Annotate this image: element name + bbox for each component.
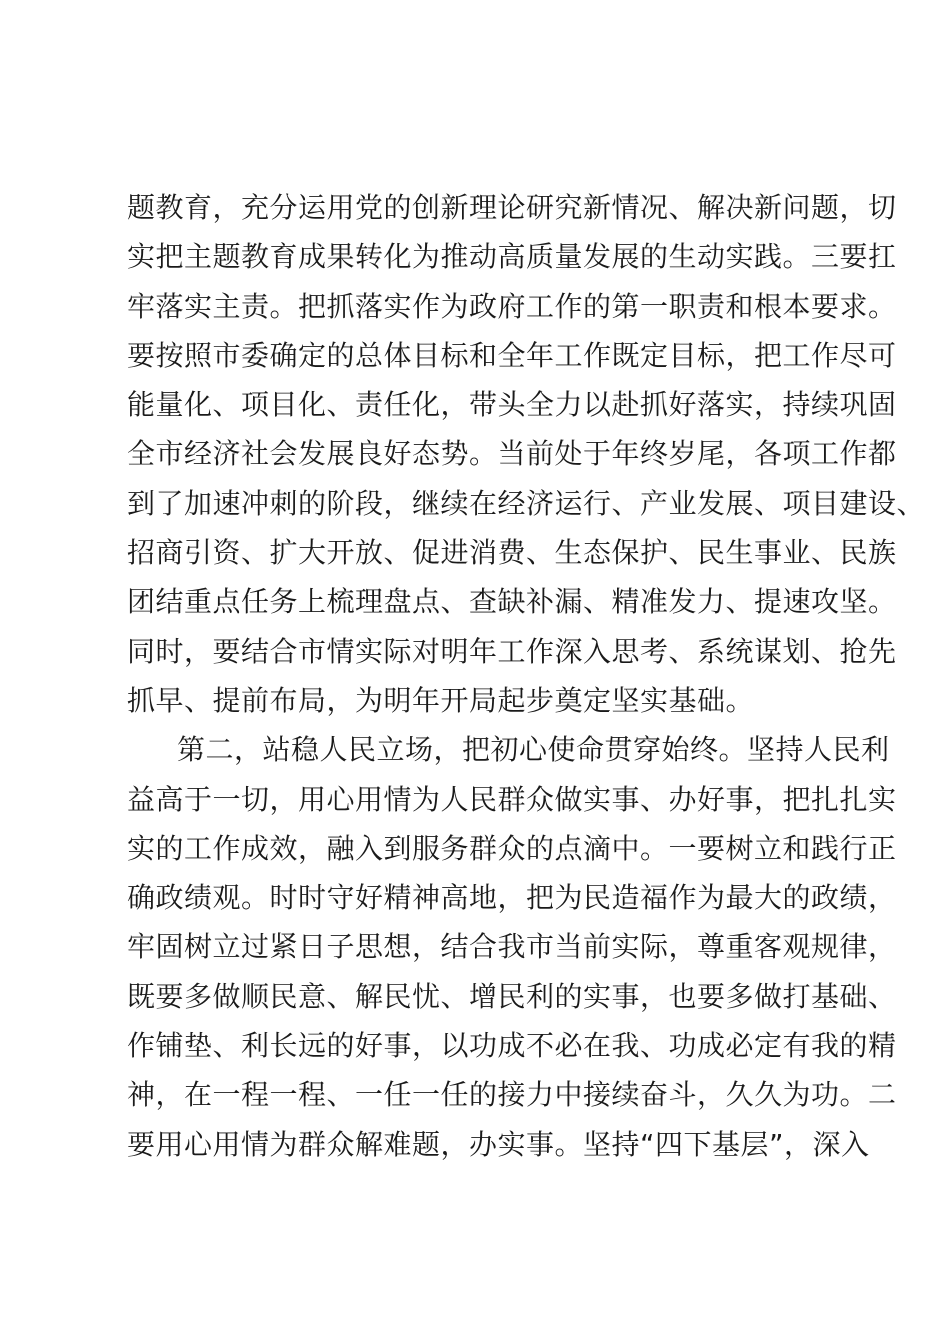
text-line: 实把主题教育成果转化为推动高质量发展的生动实践。三要扛 [127, 240, 897, 274]
text-line: 到了加速冲刺的阶段，继续在经济运行、产业发展、项目建设、 [127, 486, 926, 520]
text-line: 实的工作成效，融入到服务群众的点滴中。一要树立和践行正 [127, 831, 897, 865]
text-line: 牢固树立过紧日子思想，结合我市当前实际，尊重客观规律， [127, 930, 897, 964]
text-line: 牢落实主责。把抓落实作为政府工作的第一职责和根本要求。 [127, 289, 897, 323]
body-text [127, 183, 926, 1169]
text-line: 益高于一切，用心用情为人民群众做实事、办好事，把扎扎实 [127, 782, 897, 816]
text-line: 既要多做顺民意、解民忧、增民利的实事，也要多做打基础、 [127, 979, 897, 1013]
text-line: 神，在一程一程、一任一任的接力中接续奋斗，久久为功。二 [127, 1078, 897, 1112]
text-line: 抓早、提前布局，为明年开局起步奠定坚实基础。 [127, 683, 755, 717]
paragraph-start-line: 第二，站稳人民立场，把初心使命贯穿始终。坚持人民利 [177, 733, 890, 767]
text-line: 团结重点任务上梳理盘点、查缺补漏、精准发力、提速攻坚。 [127, 585, 897, 619]
text-line: 招商引资、扩大开放、促进消费、生态保护、民生事业、民族 [127, 536, 897, 570]
text-line: 确政绩观。时时守好精神高地，把为民造福作为最大的政绩， [127, 881, 897, 915]
text-line: 作铺垫、利长远的好事，以功成不必在我、功成必定有我的精 [127, 1029, 897, 1063]
text-line: 题教育，充分运用党的创新理论研究新情况、解决新问题，切 [127, 191, 897, 224]
text-line: 要按照市委确定的总体目标和全年工作既定目标，把工作尽可 [127, 338, 897, 372]
text-line: 能量化、项目化、责任化，带头全力以赴抓好落实，持续巩固 [127, 388, 897, 422]
text-line: 全市经济社会发展良好态势。当前处于年终岁尾，各项工作都 [127, 437, 897, 471]
text-line: 要用心用情为群众解难题，办实事。坚持“四下基层”，深入 [127, 1127, 870, 1161]
text-line: 同时，要结合市情实际对明年工作深入思考、系统谋划、抢先 [127, 634, 897, 668]
